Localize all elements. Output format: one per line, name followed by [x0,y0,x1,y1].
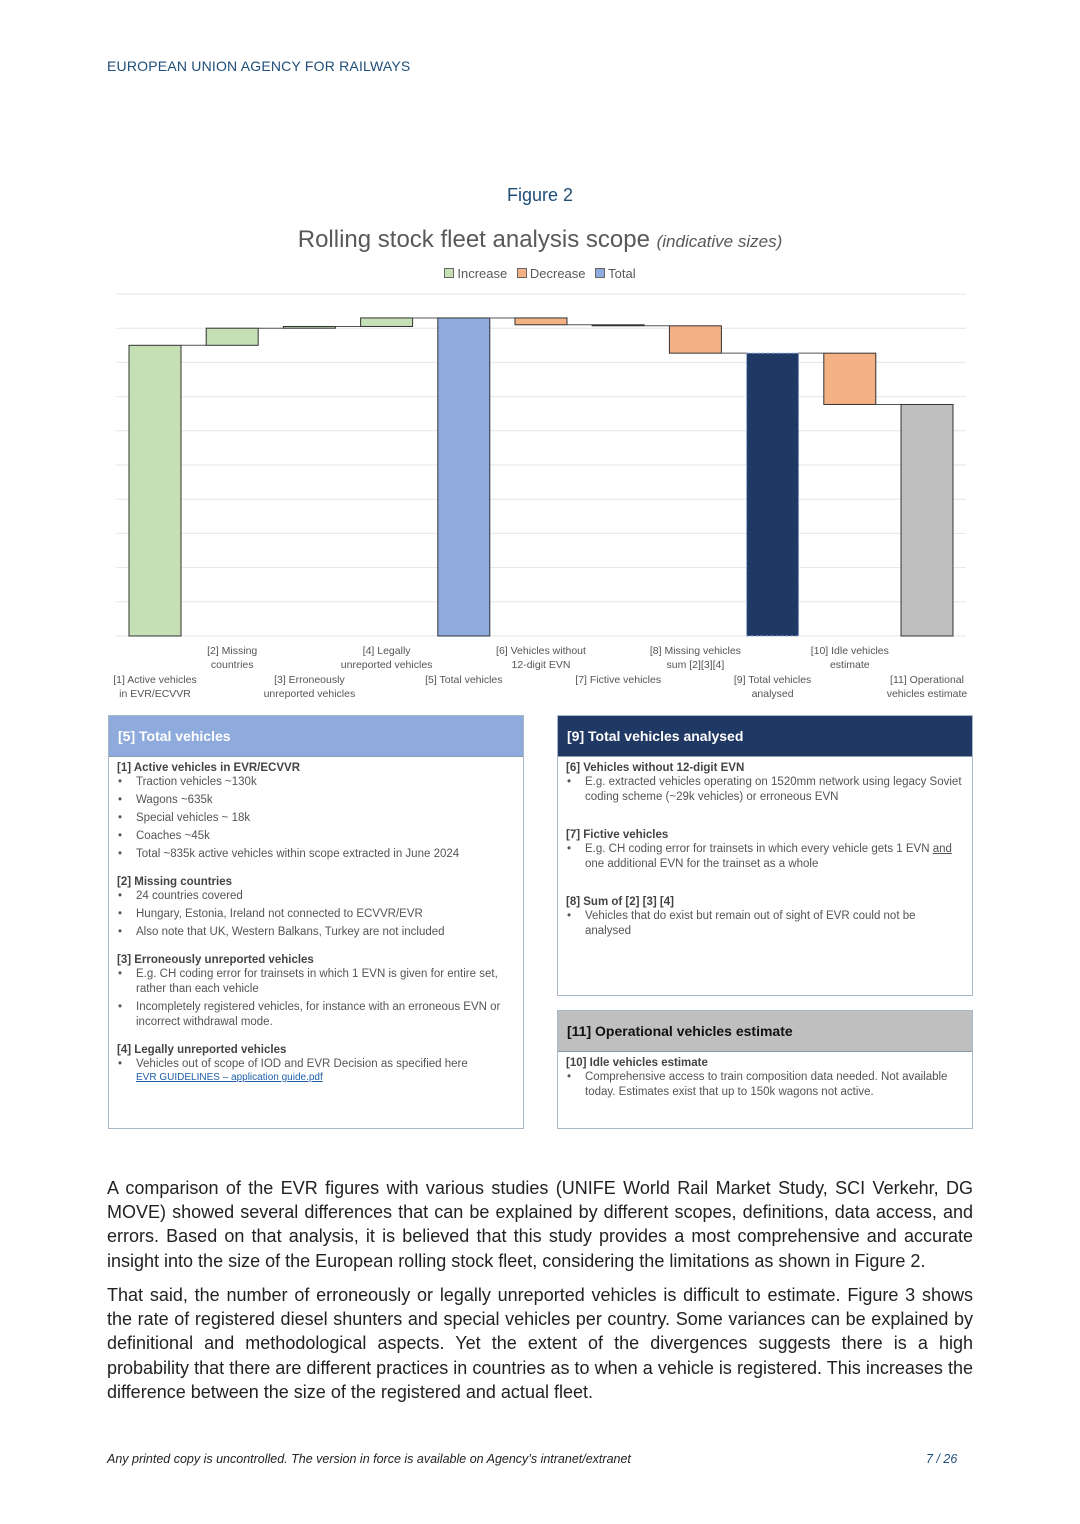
category-label: estimate [829,659,870,671]
bar-11 [901,404,953,636]
box-title: [5] Total vehicles [109,716,523,757]
box-title: [9] Total vehicles analysed [558,716,972,757]
section-title: [2] Missing countries [117,876,233,888]
category-label: analysed [751,688,794,700]
list-item: • E.g. extracted vehicles operating on 1520mm network using legacy Soviet coding scheme (~29k vehicles) or erroneous EVN [566,775,964,805]
list-item: • Vehicles out of scope of IOD and EVR Decision as specified here [117,1057,515,1072]
list-item: • Vehicles that do exist but remain out of sight of EVR could not be analysed [566,909,964,939]
section-title: [6] Vehicles without 12-digit EVN [566,762,745,774]
category-label: in EVR/ECVVR [119,688,191,700]
list-item: • Traction vehicles ~130k [117,775,515,790]
list-item: • Coaches ~45k [117,829,515,844]
category-label: 12-digit EVN [511,659,571,671]
legend-increase [444,266,507,281]
bar-6 [515,318,567,325]
bar-7 [592,325,644,326]
category-label: [1] Active vehicles [113,674,197,686]
legend-label: Increase [457,266,508,281]
bar-5 [438,318,490,636]
category-label: [7] Fictive vehicles [575,674,662,686]
category-label: unreported vehicles [263,688,356,700]
category-label: sum [2][3][4] [666,659,725,671]
category-label: [2] Missing [207,645,258,657]
chart-title-text: Rolling stock fleet analysis scope [297,226,650,253]
list-item: • E.g. CH coding error for trainsets in which 1 EVN is given for entire set, rather than each vehicle [117,967,515,997]
operational-box [557,1010,973,1129]
category-label: [9] Total vehicles [733,674,812,686]
list-item: • Total ~835k active vehicles within scope extracted in June 2024 [117,847,515,862]
box-body [109,757,523,1086]
list-item: • Comprehensive access to train composition data needed. Not available today. Estimates exist that up to 150k wagons not active. [566,1070,964,1100]
bar-1 [129,345,181,636]
chart-legend [0,266,1080,281]
item-text: E.g. CH coding error for trainsets in which every vehicle gets 1 EVN [585,843,933,855]
category-label: [8] Missing vehicles [649,645,741,657]
list-item: • 24 countries covered [117,889,515,904]
bar-4 [361,318,413,327]
list-item: • Hungary, Estonia, Ireland not connected to ECVVR/EVR [117,907,515,922]
guidelines-link[interactable]: EVR GUIDELINES – application guide.pdf [136,1072,323,1083]
category-label: [11] Operational [890,674,964,686]
legend-swatch [444,268,454,278]
list-item [566,842,964,872]
category-label: [6] Vehicles without [496,645,586,657]
section-title: [4] Legally unreported vehicles [117,1044,287,1056]
page-number: 7 / 26 [926,1452,958,1466]
section-title: [7] Fictive vehicles [566,829,669,841]
legend-decrease [517,266,586,281]
figure-label: Figure 2 [506,185,574,205]
section-title: [10] Idle vehicles estimate [566,1057,708,1069]
category-label: countries [210,659,254,671]
bar-10 [824,353,876,404]
bar-8 [669,326,721,353]
category-label: [3] Erroneously [274,674,345,686]
item-text: one additional EVN for the trainset as a whole [585,858,819,870]
category-label: unreported vehicles [340,659,433,671]
category-label: [10] Idle vehicles [810,645,889,657]
category-label: [5] Total vehicles [425,674,503,686]
category-label: [4] Legally [362,645,411,657]
legend-total [595,266,635,281]
body-paragraph: A comparison of the EVR figures with various studies (UNIFE World Rail Market Study, SCI Verkehr, DG MOVE) showed several differences that can be explained by different scopes, definitions, data access, and errors. Based on that analysis, it is believed that this study provides a most comprehensive and accurate insight into the size of the European rolling stock fleet, considering the limitations as shown in Figure 2. [107,1178,973,1271]
total-analysed-box [557,715,973,996]
list-item: • Wagons ~635k [117,793,515,808]
section-title: [1] Active vehicles in EVR/ECVVR [117,762,301,774]
box-body [558,1052,972,1117]
chart-subtitle: (indicative sizes) [656,232,783,251]
list-item: • Also note that UK, Western Balkans, Turkey are not included [117,925,515,940]
item-emphasis: and [932,843,952,855]
list-item: • Special vehicles ~ 18k [117,811,515,826]
bar-9 [747,353,799,636]
agency-header: EUROPEAN UNION AGENCY FOR RAILWAYS [107,58,411,74]
bar-3 [283,326,335,328]
section-title: [8] Sum of [2] [3] [4] [566,896,674,908]
legend-label: Decrease [529,266,586,281]
legend-swatch [517,268,527,278]
total-vehicles-box [108,715,524,1129]
waterfall-chart [0,285,1080,705]
bullet-list [117,775,515,862]
legend-swatch [595,268,605,278]
bullet-list [117,1057,515,1083]
section-title: [3] Erroneously unreported vehicles [117,954,314,966]
legend-label: Total [608,266,636,281]
bar-2 [206,328,258,345]
bullet-list [117,889,515,940]
box-body [558,757,972,956]
box-title: [11] Operational vehicles estimate [558,1011,972,1052]
footer-note: Any printed copy is uncontrolled. The version in force is available on Agency’s intranet/extranet [107,1452,631,1466]
body-paragraph: That said, the number of erroneously or legally unreported vehicles is difficult to estimate. Figure 3 shows the rate of registered diesel shunters and special vehicles per country. Some variances can be explained by definitional and methodological aspects. Yet the extent of the divergences suggests there is a high probability that there are different practices in countries as to when a vehicle is registered. This increases the difference between the size of the registered and actual fleet. [107,1285,973,1402]
list-item: • Incompletely registered vehicles, for instance with an erroneous EVN or incorrect withdrawal mode. [117,1000,515,1030]
bullet-list [117,967,515,1030]
chart-title [0,226,1080,254]
category-label: vehicles estimate [886,688,968,700]
